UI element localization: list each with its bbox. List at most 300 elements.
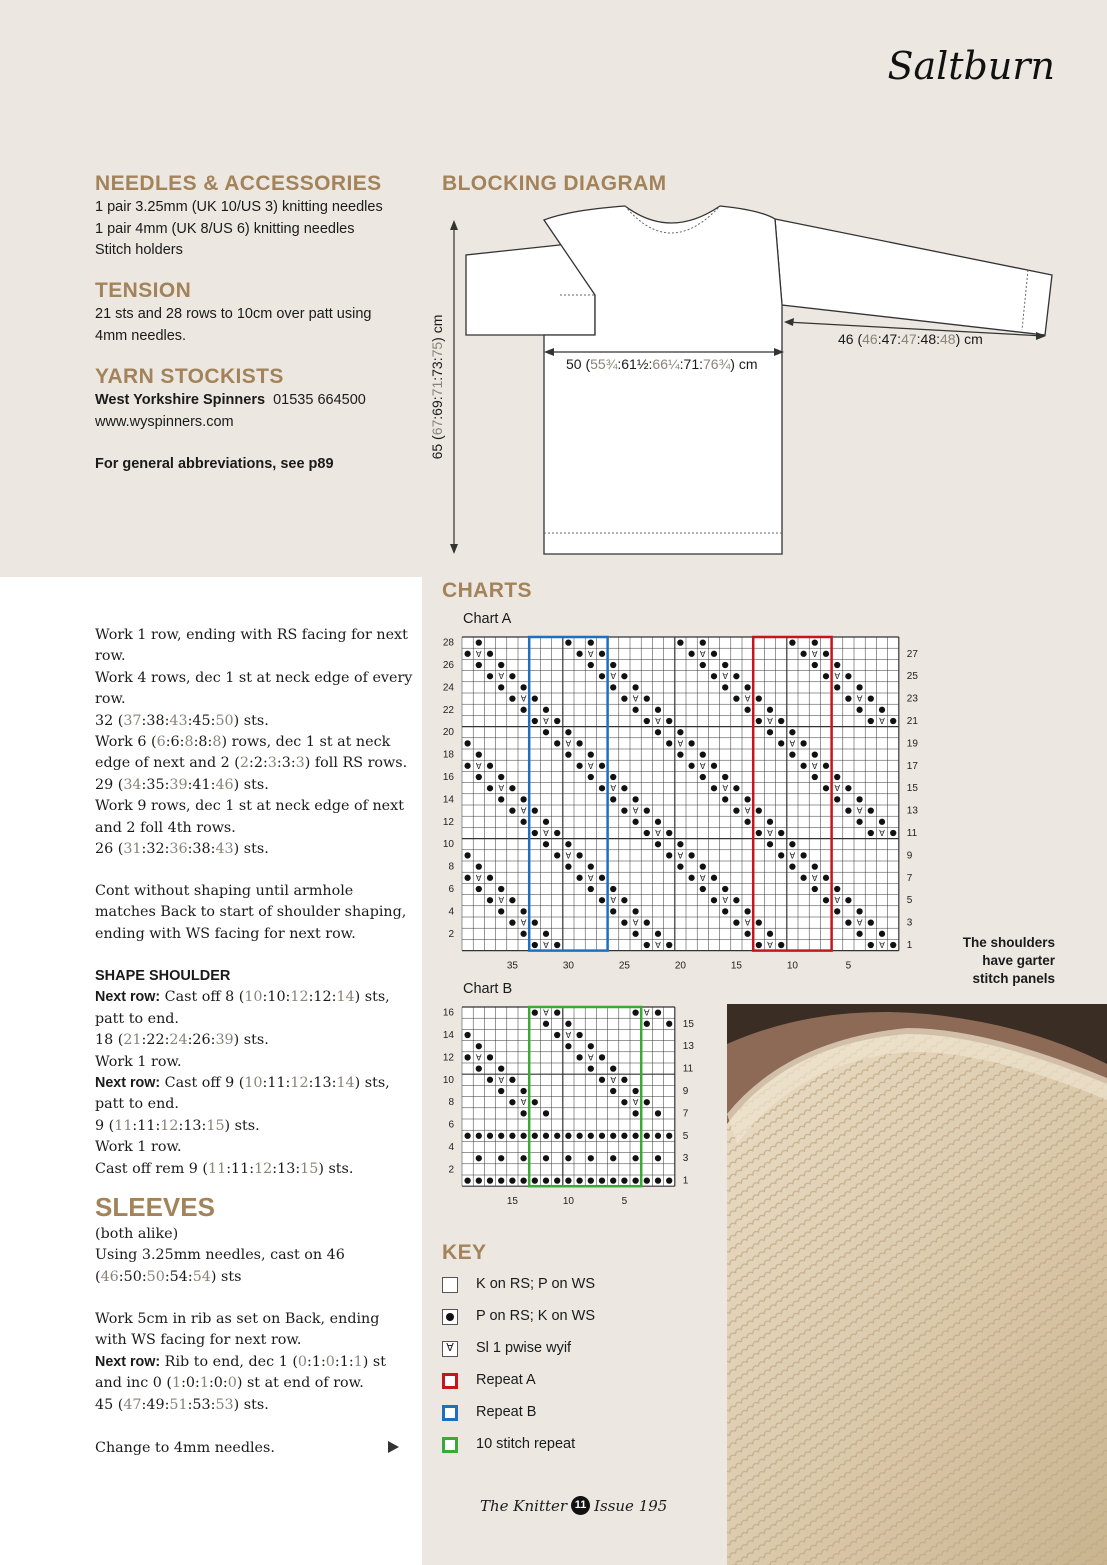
purl-dot — [554, 1009, 560, 1015]
slip-stitch-mark: ∀ — [655, 828, 661, 838]
purl-dot — [565, 751, 571, 757]
slip-stitch-icon: ∀ — [442, 1341, 458, 1357]
right-sleeve — [775, 219, 1052, 335]
purl-dot — [823, 785, 829, 791]
dot-square-icon — [442, 1309, 458, 1325]
purl-dot — [610, 1177, 616, 1183]
body-block-4 — [95, 1224, 413, 1288]
body-line: Next row: Rib to end, dec 1 (0:1:0:1:1) st and inc 0 (1:0:1:0:0) st at end of row. — [95, 1353, 386, 1392]
purl-dot — [576, 763, 582, 769]
purl-dot — [834, 684, 840, 690]
red-square-icon — [442, 1373, 458, 1389]
purl-dot — [520, 707, 526, 713]
purl-dot — [599, 673, 605, 679]
purl-dot — [879, 707, 885, 713]
purl-dot — [476, 639, 482, 645]
row-label: 13 — [906, 805, 918, 817]
column-label: 30 — [562, 960, 574, 972]
yarn-website[interactable]: www.wyspinners.com — [95, 413, 234, 430]
column-label: 20 — [674, 960, 686, 972]
yarn-company: West Yorkshire Spinners — [95, 392, 266, 408]
purl-dot — [756, 919, 762, 925]
purl-dot — [688, 763, 694, 769]
slip-stitch-mark: ∀ — [699, 760, 706, 771]
row-label: 11 — [906, 828, 918, 839]
purl-dot — [610, 1133, 616, 1139]
slip-stitch-mark: ∀ — [811, 872, 818, 883]
slip-stitch-mark: ∀ — [767, 940, 773, 950]
slip-stitch-mark: ∀ — [520, 1097, 527, 1108]
purl-dot — [599, 1133, 605, 1139]
purl-dot — [520, 931, 526, 937]
purl-dot — [464, 1032, 470, 1038]
slip-stitch-mark: ∀ — [520, 917, 527, 928]
purl-dot — [464, 740, 470, 746]
purl-dot — [565, 729, 571, 735]
needles-line: 1 pair 4mm (UK 8/US 6) knitting needles — [95, 220, 355, 237]
purl-dot — [800, 852, 806, 858]
purl-dot — [834, 662, 840, 668]
slip-stitch-mark: ∀ — [610, 783, 617, 794]
purl-dot — [800, 740, 806, 746]
body-line: Work 5cm in rib as set on Back, ending with WS facing for next row. — [95, 1311, 380, 1349]
purl-dot — [565, 863, 571, 869]
slip-stitch-mark: ∀ — [879, 716, 885, 726]
purl-dot — [823, 651, 829, 657]
purl-dot — [789, 639, 795, 645]
slip-stitch-mark: ∀ — [744, 693, 751, 704]
purl-dot — [599, 651, 605, 657]
slip-stitch-mark: ∀ — [834, 895, 841, 906]
magazine-name: The Knitter — [480, 1496, 568, 1515]
purl-dot — [532, 1009, 538, 1015]
purl-dot — [509, 1133, 515, 1139]
purl-dot — [744, 684, 750, 690]
slip-stitch-mark: ∀ — [677, 850, 684, 861]
row-label: 26 — [442, 660, 454, 671]
slip-stitch-mark: ∀ — [655, 940, 661, 950]
purl-dot — [812, 774, 818, 780]
row-label: 15 — [682, 1018, 694, 1030]
body-line: 29 (34:35:39:41:46) sts. — [95, 776, 269, 793]
column-label: 15 — [506, 1196, 518, 1208]
purl-dot — [812, 751, 818, 757]
purl-dot — [621, 1177, 627, 1183]
row-label: 9 — [906, 850, 913, 862]
purl-dot — [498, 908, 504, 914]
purl-dot — [464, 852, 470, 858]
purl-dot — [789, 841, 795, 847]
purl-dot — [509, 1077, 515, 1083]
slip-stitch-mark: ∀ — [677, 738, 684, 749]
purl-dot — [498, 1133, 504, 1139]
shoulder-note: The shoulders have garter stitch panels — [962, 935, 1055, 986]
purl-dot — [711, 651, 717, 657]
issue-number: Issue 195 — [594, 1496, 668, 1515]
purl-dot — [655, 1133, 661, 1139]
purl-dot — [856, 819, 862, 825]
body-line: Work 6 (6:6:8:8:8) rows, dec 1 st at neck edge of next and 2 (2:2:3:3:3) foll RS rows. — [95, 734, 408, 772]
sleeves-heading: SLEEVES — [95, 1192, 215, 1222]
purl-dot — [476, 1043, 482, 1049]
purl-dot — [800, 875, 806, 881]
purl-dot — [565, 1133, 571, 1139]
purl-dot — [823, 673, 829, 679]
purl-dot — [576, 1177, 582, 1183]
slip-stitch-mark: ∀ — [610, 1074, 617, 1085]
row-label: 25 — [906, 671, 918, 683]
purl-dot — [476, 1133, 482, 1139]
purl-dot — [464, 651, 470, 657]
purl-dot — [487, 1054, 493, 1060]
purl-dot — [498, 1177, 504, 1183]
purl-dot — [834, 796, 840, 802]
purl-dot — [666, 718, 672, 724]
body-block-1 — [95, 625, 413, 860]
shape-shoulder-heading: SHAPE SHOULDER — [95, 968, 231, 984]
purl-dot — [554, 1032, 560, 1038]
purl-dot — [711, 763, 717, 769]
purl-dot — [476, 1065, 482, 1071]
slip-stitch-mark: ∀ — [879, 828, 885, 838]
purl-dot — [576, 875, 582, 881]
purl-dot — [543, 707, 549, 713]
row-label: 10 — [442, 1074, 454, 1086]
purl-dot — [845, 807, 851, 813]
slip-stitch-mark: ∀ — [632, 805, 639, 816]
purl-dot — [700, 886, 706, 892]
purl-dot — [543, 729, 549, 735]
slip-stitch-mark: ∀ — [475, 648, 482, 659]
purl-dot — [677, 841, 683, 847]
purl-dot — [744, 796, 750, 802]
purl-dot — [487, 763, 493, 769]
purl-dot — [554, 740, 560, 746]
purl-dot — [487, 897, 493, 903]
purl-dot — [599, 1177, 605, 1183]
purl-dot — [476, 1155, 482, 1161]
purl-dot — [890, 718, 896, 724]
slip-stitch-mark: ∀ — [520, 693, 527, 704]
purl-dot — [476, 662, 482, 668]
needles-line: 1 pair 3.25mm (UK 10/US 3) knitting needles — [95, 199, 383, 215]
slip-stitch-mark: ∀ — [767, 716, 773, 726]
purl-dot — [554, 852, 560, 858]
purl-dot — [509, 1099, 515, 1105]
abbrev-note: For general abbreviations, see p89 — [95, 456, 334, 472]
purl-dot — [666, 852, 672, 858]
row-label: 2 — [448, 1164, 454, 1176]
purl-dot — [632, 1133, 638, 1139]
purl-dot — [800, 763, 806, 769]
purl-dot — [632, 931, 638, 937]
slip-stitch-mark: ∀ — [722, 895, 729, 906]
slip-stitch-mark: ∀ — [543, 716, 549, 726]
purl-dot — [711, 875, 717, 881]
purl-dot — [767, 707, 773, 713]
body-block-2: Cont without shaping until armhole matches Back to start of shoulder shaping, ending with WS facing for next row. — [95, 883, 407, 942]
slip-stitch-mark: ∀ — [475, 1052, 482, 1063]
row-label: 1 — [906, 940, 913, 951]
body-line: Work 1 row, ending with RS facing for next row. — [95, 627, 408, 665]
purl-dot — [778, 740, 784, 746]
purl-dot — [498, 1155, 504, 1161]
purl-dot — [599, 1054, 605, 1060]
row-label: 8 — [448, 861, 454, 873]
purl-dot — [879, 819, 885, 825]
purl-dot — [498, 886, 504, 892]
width-label: 50 (55¾:61½:66¼:71:76¾) cm — [566, 356, 758, 372]
slip-stitch-mark: ∀ — [879, 940, 885, 950]
slip-stitch-mark: ∀ — [856, 805, 863, 816]
purl-dot — [621, 1099, 627, 1105]
purl-dot — [700, 863, 706, 869]
slip-stitch-mark: ∀ — [610, 671, 617, 682]
purl-dot — [532, 1177, 538, 1183]
needles-line: Stitch holders — [95, 242, 183, 258]
purl-dot — [532, 807, 538, 813]
purl-dot — [610, 684, 616, 690]
purl-dot — [722, 684, 728, 690]
purl-dot — [644, 942, 650, 948]
row-label: 12 — [442, 1052, 454, 1064]
purl-dot — [800, 651, 806, 657]
slip-stitch-mark: ∀ — [856, 693, 863, 704]
body-line: 9 (11:11:12:13:15) sts. — [95, 1117, 260, 1134]
row-label: 5 — [906, 895, 913, 907]
purl-dot — [722, 908, 728, 914]
slip-stitch-mark: ∀ — [834, 783, 841, 794]
slip-stitch-mark: ∀ — [587, 872, 594, 883]
purl-dot — [756, 807, 762, 813]
purl-dot — [565, 841, 571, 847]
purl-dot — [487, 1077, 493, 1083]
purl-dot — [868, 718, 874, 724]
purl-dot — [543, 1177, 549, 1183]
body-line: Next row: Cast off 9 (10:11:12:13:14) sts, patt to end. — [95, 1075, 390, 1113]
purl-dot — [543, 1133, 549, 1139]
purl-dot — [856, 707, 862, 713]
purl-dot — [498, 1088, 504, 1094]
purl-dot — [554, 942, 560, 948]
purl-dot — [476, 863, 482, 869]
purl-dot — [588, 751, 594, 757]
row-label: 4 — [448, 906, 454, 918]
purl-dot — [610, 774, 616, 780]
needles-heading: NEEDLES & ACCESSORIES — [95, 172, 382, 195]
purl-dot — [610, 662, 616, 668]
row-label: 24 — [442, 682, 454, 694]
purl-dot — [476, 774, 482, 780]
column-label: 15 — [730, 960, 742, 972]
purl-dot — [700, 662, 706, 668]
purl-dot — [621, 1133, 627, 1139]
row-label: 15 — [906, 783, 918, 795]
row-label: 16 — [442, 1007, 454, 1019]
slip-stitch-mark: ∀ — [498, 895, 505, 906]
purl-dot — [812, 639, 818, 645]
purl-dot — [509, 807, 515, 813]
row-label: 13 — [682, 1041, 694, 1053]
purl-dot — [655, 819, 661, 825]
body-line: Work 1 row. — [95, 1053, 182, 1070]
purl-dot — [565, 1021, 571, 1027]
purl-dot — [532, 1133, 538, 1139]
slip-stitch-mark: ∀ — [699, 872, 706, 883]
length-label: 65 (67:69:71:73:75) cm — [429, 314, 445, 460]
purl-dot — [610, 1065, 616, 1071]
slip-stitch-mark: ∀ — [520, 805, 527, 816]
purl-dot — [532, 830, 538, 836]
body-block-6: Change to 4mm needles. — [95, 1440, 275, 1456]
purl-dot — [632, 1177, 638, 1183]
slip-stitch-mark: ∀ — [811, 760, 818, 771]
purl-dot — [487, 673, 493, 679]
slip-stitch-mark: ∀ — [543, 940, 549, 950]
chart-b-label: Chart B — [463, 981, 513, 997]
column-label: 5 — [845, 960, 852, 972]
purl-dot — [621, 919, 627, 925]
purl-dot — [756, 718, 762, 724]
empty-square-icon — [442, 1277, 458, 1293]
row-label: 7 — [682, 1108, 689, 1120]
chart-a — [430, 632, 930, 972]
purl-dot — [576, 852, 582, 858]
column-label: 35 — [506, 960, 518, 972]
purl-dot — [632, 707, 638, 713]
yarn-info — [95, 390, 366, 433]
row-label: 2 — [448, 928, 454, 940]
purl-dot — [868, 830, 874, 836]
purl-dot — [632, 1009, 638, 1015]
purl-dot — [655, 729, 661, 735]
purl-dot — [879, 931, 885, 937]
purl-dot — [520, 819, 526, 825]
purl-dot — [509, 1177, 515, 1183]
purl-dot — [812, 886, 818, 892]
purl-dot — [588, 1065, 594, 1071]
purl-dot — [498, 1065, 504, 1071]
purl-dot — [543, 1110, 549, 1116]
slip-stitch-mark: ∀ — [744, 805, 751, 816]
purl-dot — [621, 1077, 627, 1083]
purl-dot — [543, 819, 549, 825]
purl-dot — [845, 673, 851, 679]
chart-b — [430, 1002, 720, 1212]
purl-dot — [576, 740, 582, 746]
purl-dot — [498, 774, 504, 780]
slip-stitch-mark: ∀ — [789, 738, 796, 749]
purl-dot — [588, 863, 594, 869]
row-label: 17 — [906, 760, 918, 772]
purl-dot — [644, 830, 650, 836]
purl-dot — [588, 639, 594, 645]
slip-stitch-mark: ∀ — [565, 1030, 572, 1040]
purl-dot — [632, 1155, 638, 1161]
row-label: 10 — [442, 839, 454, 851]
purl-dot — [464, 1133, 470, 1139]
purl-dot — [756, 942, 762, 948]
purl-dot — [688, 740, 694, 746]
needles-list — [95, 197, 383, 262]
row-label: 14 — [442, 1030, 454, 1041]
slip-stitch-mark: ∀ — [811, 648, 818, 659]
purl-dot — [666, 740, 672, 746]
purl-dot — [610, 908, 616, 914]
purl-dot — [565, 1177, 571, 1183]
purl-dot — [733, 807, 739, 813]
purl-dot — [554, 718, 560, 724]
row-label: 18 — [442, 749, 454, 761]
purl-dot — [744, 931, 750, 937]
purl-dot — [677, 729, 683, 735]
purl-dot — [565, 639, 571, 645]
purl-dot — [834, 886, 840, 892]
purl-dot — [756, 695, 762, 701]
purl-dot — [655, 1009, 661, 1015]
purl-dot — [599, 875, 605, 881]
purl-dot — [532, 919, 538, 925]
purl-dot — [778, 718, 784, 724]
slip-stitch-mark: ∀ — [632, 1097, 639, 1108]
purl-dot — [644, 1133, 650, 1139]
row-label: 4 — [448, 1142, 454, 1153]
purl-dot — [632, 1088, 638, 1094]
row-label: 27 — [906, 648, 918, 660]
purl-dot — [632, 796, 638, 802]
purl-dot — [588, 662, 594, 668]
purl-dot — [722, 796, 728, 802]
purl-dot — [834, 908, 840, 914]
slip-stitch-mark: ∀ — [643, 1007, 650, 1018]
row-label: 7 — [906, 872, 913, 884]
purl-dot — [632, 1110, 638, 1116]
purl-dot — [778, 852, 784, 858]
purl-dot — [655, 1155, 661, 1161]
purl-dot — [733, 785, 739, 791]
slip-stitch-mark: ∀ — [587, 1052, 594, 1063]
purl-dot — [789, 751, 795, 757]
purl-dot — [464, 875, 470, 881]
purl-dot — [632, 819, 638, 825]
slip-stitch-mark: ∀ — [475, 760, 482, 771]
purl-dot — [677, 639, 683, 645]
slip-stitch-mark: ∀ — [699, 648, 706, 659]
body-line: 45 (47:49:51:53:53) sts. — [95, 1396, 269, 1413]
slip-stitch-mark: ∀ — [498, 783, 505, 794]
chart-a-label: Chart A — [463, 611, 512, 627]
purl-dot — [610, 796, 616, 802]
body-line: 26 (31:32:36:38:43) sts. — [95, 841, 269, 858]
slip-stitch-mark: ∀ — [632, 917, 639, 928]
slip-stitch-mark: ∀ — [722, 783, 729, 794]
purl-dot — [644, 1177, 650, 1183]
purl-dot — [856, 908, 862, 914]
purl-dot — [487, 1133, 493, 1139]
purl-dot — [588, 774, 594, 780]
body-outline — [544, 206, 782, 554]
purl-dot — [778, 830, 784, 836]
purl-dot — [498, 796, 504, 802]
purl-dot — [744, 908, 750, 914]
purl-dot — [464, 763, 470, 769]
slip-stitch-mark: ∀ — [610, 895, 617, 906]
slip-stitch-mark: ∀ — [632, 693, 639, 704]
body-line: Cast off rem 9 (11:11:12:13:15) sts. — [95, 1160, 354, 1177]
row-label: 22 — [442, 704, 454, 716]
purl-dot — [543, 1021, 549, 1027]
purl-dot — [509, 897, 515, 903]
